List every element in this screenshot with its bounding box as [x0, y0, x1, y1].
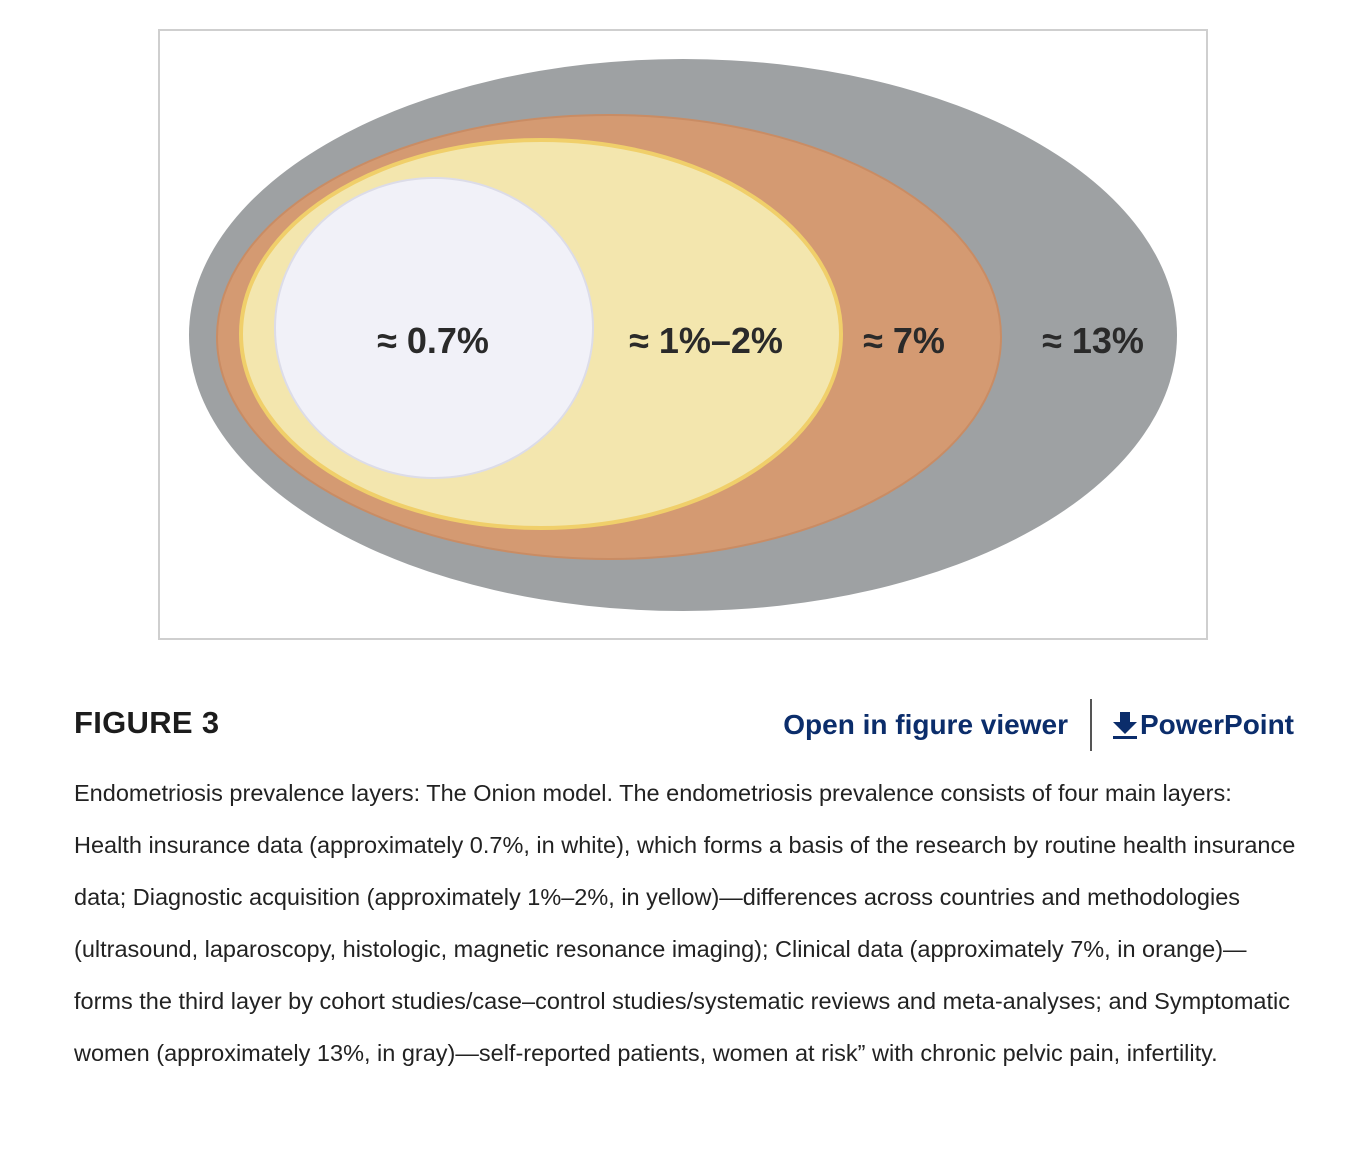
- figure-title: FIGURE 3: [74, 705, 220, 740]
- figure-caption-text: Endometriosis prevalence layers: The Onion model. The endometriosis prevalence consists of four main layers: Health insurance data (approximately 0.7%, in white), which forms a basis of the research by routine health insurance data; Diagnostic acquisition (approximately 1%–2%, in yellow)—differences across countries and methodologies (ultrasound, laparoscopy, histologic, magnetic resonance imaging); Clinical data (approximately 7%, in orange)—forms the third layer by cohort studies/case–control studies/systematic reviews and meta-analyses; and Symptomatic women (approximately 13%, in gray)—self-reported patients, women at risk” with chronic pelvic pain, infertility.: [74, 780, 1296, 1066]
- powerpoint-download-link[interactable]: [1112, 709, 1294, 741]
- label-1-2-percent: ≈ 1%–2%: [629, 320, 783, 361]
- label-7-percent: ≈ 7%: [863, 320, 945, 361]
- open-figure-viewer-link[interactable]: Open in figure viewer: [783, 709, 1068, 740]
- figure-actions: [783, 699, 1294, 751]
- onion-model-diagram: [160, 31, 1206, 638]
- label-0-7-percent: ≈ 0.7%: [377, 320, 489, 361]
- actions-divider: [1090, 699, 1092, 751]
- figure-image[interactable]: [158, 29, 1208, 640]
- powerpoint-label: PowerPoint: [1139, 709, 1294, 740]
- download-arrow-icon: [1112, 710, 1138, 740]
- label-13-percent: ≈ 13%: [1042, 320, 1144, 361]
- figure-caption-header: [74, 695, 1294, 755]
